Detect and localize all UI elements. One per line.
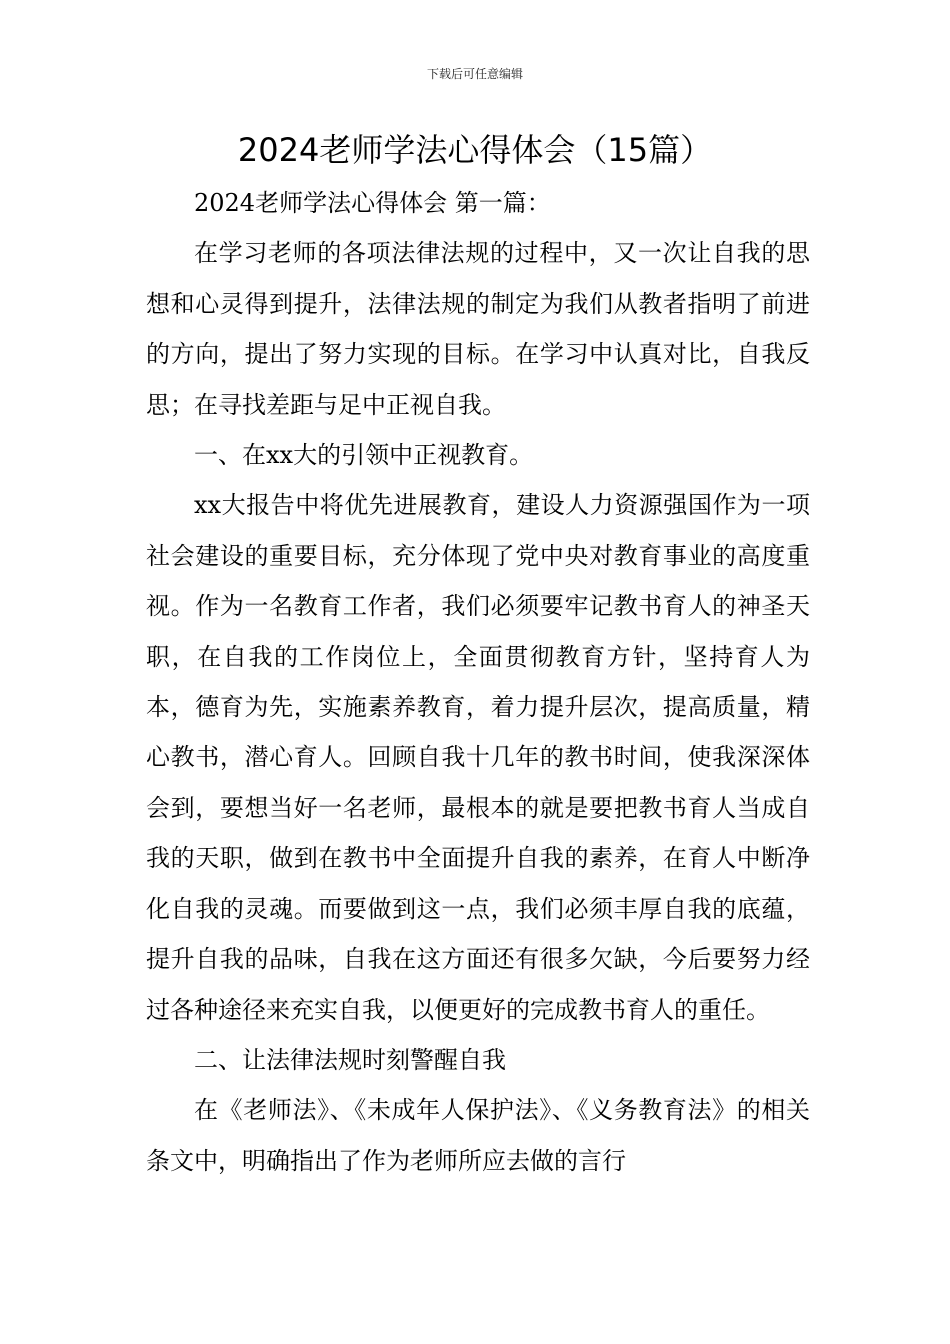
body-paragraph: xx大报告中将优先进展教育，建设人力资源强国作为一项社会建设的重要目标，充分体现了党中央对教育事业的高度重视。作为一名教育工作者，我们必须要牢记教书育人的神圣天职，在自我的工作岗位上，全面贯彻教育方针，坚持育人为本，德育为先，实施素养教育，着力提升层次，提高质量，精心教书，潜心育人。回顾自我十几年的教书时间，使我深深体会到，要想当好一名老师，最根本的就是要把教书育人当成自我的天职，做到在教书中全面提升自我的素养，在育人中断净化自我的灵魂。而要做到这一点，我们必须丰厚自我的底蕴，提升自我的品味，自我在这方面还有很多欠缺，今后要努力经过各种途径来充实自我，以便更好的完成教书育人的重任。: [146, 491, 810, 1024]
section-heading: 2024老师学法心得体会 第一篇：: [194, 189, 551, 217]
document-body: [146, 178, 810, 1186]
header-note: 下载后可任意编辑: [426, 67, 523, 81]
section-heading: 一、在xx大的引领中正视教育。: [194, 441, 534, 470]
body-paragraph: 在《老师法》、《未成年人保护法》、《义务教育法》的相关条文中，明确指出了作为老师所应去做的言行: [146, 1096, 810, 1175]
document-title: 2024老师学法心得体会（15篇）: [237, 131, 713, 169]
body-paragraph: 在学习老师的各项法律法规的过程中，又一次让自我的思想和心灵得到提升，法律法规的制定为我们从教者指明了前进的方向，提出了努力实现的目标。在学习中认真对比，自我反思；在寻找差距与足中正视自我。: [146, 239, 810, 419]
section-heading: 二、让法律法规时刻警醒自我: [194, 1045, 506, 1074]
